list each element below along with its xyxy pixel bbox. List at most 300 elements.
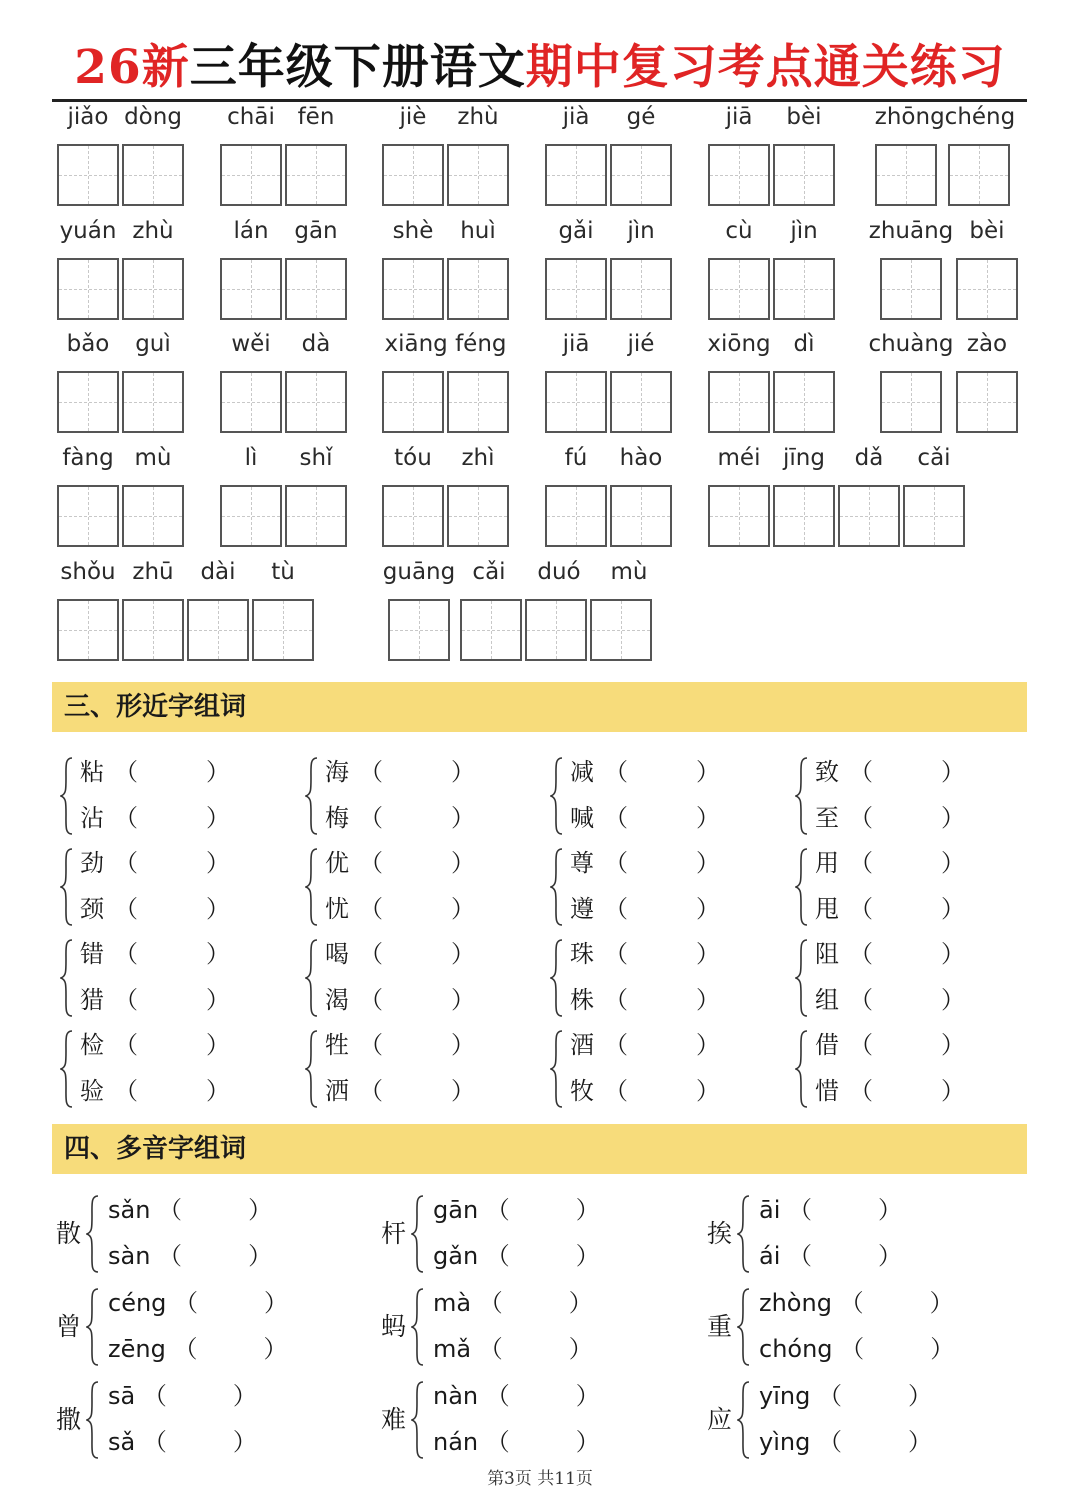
brace: [305, 938, 319, 1018]
word-line: [325, 980, 475, 1020]
brace: [411, 1380, 425, 1460]
close-paren: ）: [451, 1077, 475, 1105]
close-paren: ）: [248, 1242, 273, 1270]
reading-line: [433, 1190, 600, 1230]
polyphone-character: 应: [707, 1405, 733, 1434]
pinyin-label: gǎi: [558, 218, 594, 244]
brace: [550, 847, 564, 927]
brace: [305, 1029, 319, 1109]
tianzige-writing-box[interactable]: [382, 258, 444, 320]
close-paren: ）: [206, 940, 230, 968]
word-line: [325, 934, 475, 974]
character: 尊: [570, 849, 594, 877]
tianzige-writing-box[interactable]: [948, 144, 1010, 206]
pinyin-label: yuán: [59, 218, 117, 244]
reading-line: [433, 1376, 600, 1416]
pinyin-label: duó: [537, 559, 581, 585]
pinyin-label: jìn: [627, 218, 655, 244]
open-paren: （: [810, 1428, 842, 1456]
tianzige-writing-box[interactable]: [447, 258, 509, 320]
tianzige-writing-box[interactable]: [773, 485, 835, 547]
pinyin-label: jiā: [725, 104, 753, 130]
open-paren: （: [849, 940, 873, 968]
word-line: [570, 843, 720, 883]
tianzige-writing-box[interactable]: [545, 371, 607, 433]
pinyin-label: jià: [562, 104, 590, 130]
tianzige-writing-box[interactable]: [838, 485, 900, 547]
character: 梅: [325, 804, 349, 832]
character: 借: [815, 1031, 839, 1059]
pinyin-reading: gān: [433, 1196, 479, 1224]
close-paren: ）: [941, 1077, 965, 1105]
pinyin-label: zhuāng: [868, 218, 954, 244]
tianzige-writing-box[interactable]: [57, 258, 119, 320]
close-paren: ）: [264, 1289, 289, 1317]
brace: [86, 1194, 100, 1274]
pinyin-label: shè: [392, 218, 434, 244]
reading-line: [108, 1190, 272, 1230]
tianzige-writing-box[interactable]: [610, 485, 672, 547]
pinyin-label: wěi: [231, 331, 271, 357]
close-paren: ）: [232, 1428, 257, 1456]
pinyin-reading: yìng: [759, 1428, 811, 1456]
character: 至: [815, 804, 839, 832]
pinyin-label: dòng: [124, 104, 182, 130]
brace: [60, 756, 74, 836]
pinyin-reading: sǎn: [108, 1196, 151, 1224]
tianzige-writing-box[interactable]: [220, 258, 282, 320]
close-paren: ）: [575, 1382, 600, 1410]
pinyin-label: jīng: [783, 445, 825, 471]
open-paren: （: [114, 1031, 138, 1059]
tianzige-writing-box[interactable]: [708, 258, 770, 320]
pinyin-reading: mǎ: [433, 1335, 472, 1363]
pinyin-label: jìn: [790, 218, 818, 244]
section-4-title: 四、多音字组词: [64, 1134, 247, 1164]
close-paren: ）: [696, 1077, 720, 1105]
polyphone-character: 撒: [56, 1405, 82, 1434]
open-paren: （: [604, 1031, 628, 1059]
word-line: [815, 934, 965, 974]
tianzige-writing-box[interactable]: [956, 371, 1018, 433]
reading-line: [433, 1329, 593, 1369]
close-paren: ）: [451, 895, 475, 923]
pinyin-label: jiǎo: [67, 104, 109, 130]
tianzige-writing-box[interactable]: [903, 485, 965, 547]
close-paren: ）: [907, 1428, 932, 1456]
tianzige-writing-box[interactable]: [880, 258, 942, 320]
pinyin-reading: yīng: [759, 1382, 811, 1410]
open-paren: （: [849, 804, 873, 832]
reading-line: [759, 1283, 954, 1323]
pinyin-label: dà: [301, 331, 331, 357]
tianzige-writing-box[interactable]: [57, 485, 119, 547]
open-paren: （: [359, 1077, 383, 1105]
pinyin-label: jiā: [562, 331, 590, 357]
pinyin-label: zhōngchéng: [874, 104, 1016, 130]
pinyin-label: fēn: [297, 104, 335, 130]
open-paren: （: [359, 1031, 383, 1059]
open-paren: （: [810, 1382, 842, 1410]
reading-line: [433, 1422, 600, 1462]
word-line: [570, 980, 720, 1020]
pinyin-reading: āi: [759, 1196, 781, 1224]
title-part-1: 26新: [74, 40, 190, 95]
tianzige-writing-box[interactable]: [382, 144, 444, 206]
open-paren: （: [849, 1031, 873, 1059]
character: 阻: [815, 940, 839, 968]
tianzige-writing-box[interactable]: [122, 144, 184, 206]
close-paren: ）: [575, 1428, 600, 1456]
word-line: [80, 1025, 230, 1065]
brace: [305, 756, 319, 836]
polyphone-character: 蚂: [381, 1312, 407, 1341]
tianzige-writing-box[interactable]: [956, 258, 1018, 320]
word-line: [325, 889, 475, 929]
brace: [795, 847, 809, 927]
tianzige-writing-box[interactable]: [220, 485, 282, 547]
reading-line: [108, 1283, 288, 1323]
polyphone-character: 重: [707, 1312, 733, 1341]
pinyin-label: guāng: [382, 559, 456, 585]
close-paren: ）: [451, 804, 475, 832]
tianzige-writing-box[interactable]: [545, 144, 607, 206]
tianzige-writing-box[interactable]: [57, 599, 119, 661]
pinyin-label: bèi: [786, 104, 822, 130]
word-line: [815, 752, 965, 792]
pinyin-label: tóu: [394, 445, 432, 471]
open-paren: （: [780, 1196, 813, 1224]
open-paren: （: [849, 1077, 873, 1105]
section-4-header: [52, 1124, 1027, 1174]
open-paren: （: [114, 758, 138, 786]
brace: [411, 1287, 425, 1367]
pinyin-label: dài: [200, 559, 236, 585]
title-part-2: 三年级下册语文: [189, 40, 526, 95]
open-paren: （: [780, 1242, 813, 1270]
open-paren: （: [471, 1289, 503, 1317]
character: 酒: [570, 1031, 594, 1059]
open-paren: （: [359, 804, 383, 832]
tianzige-writing-box[interactable]: [708, 144, 770, 206]
tianzige-writing-box[interactable]: [708, 371, 770, 433]
pinyin-reading: sā: [108, 1382, 136, 1410]
character: 忧: [325, 895, 349, 923]
tianzige-writing-box[interactable]: [875, 144, 937, 206]
open-paren: （: [849, 849, 873, 877]
open-paren: （: [114, 849, 138, 877]
word-line: [325, 1071, 475, 1111]
open-paren: （: [478, 1428, 510, 1456]
reading-line: [759, 1329, 954, 1369]
pinyin-label: gé: [626, 104, 656, 130]
close-paren: ）: [907, 1382, 932, 1410]
close-paren: ）: [696, 986, 720, 1014]
open-paren: （: [478, 1242, 510, 1270]
word-line: [815, 889, 965, 929]
word-line: [570, 1025, 720, 1065]
tianzige-writing-box[interactable]: [285, 144, 347, 206]
open-paren: （: [359, 940, 383, 968]
brace: [550, 1029, 564, 1109]
open-paren: （: [604, 849, 628, 877]
open-paren: （: [359, 986, 383, 1014]
close-paren: ）: [232, 1382, 257, 1410]
pinyin-reading: zēng: [108, 1335, 166, 1363]
character: 粘: [80, 758, 104, 786]
pinyin-label: méi: [717, 445, 761, 471]
pinyin-label: jié: [627, 331, 655, 357]
word-line: [815, 1071, 965, 1111]
character: 甩: [815, 895, 839, 923]
character: 遵: [570, 895, 594, 923]
close-paren: ）: [206, 849, 230, 877]
word-line: [80, 752, 230, 792]
close-paren: ）: [941, 758, 965, 786]
open-paren: （: [604, 804, 628, 832]
word-line: [815, 980, 965, 1020]
brace: [60, 847, 74, 927]
close-paren: ）: [696, 849, 720, 877]
tianzige-writing-box[interactable]: [252, 599, 314, 661]
title-part-3: 期中复习考点通关练习: [525, 40, 1006, 95]
open-paren: （: [165, 1335, 198, 1363]
word-line: [815, 843, 965, 883]
polyphone-character: 曾: [56, 1312, 82, 1341]
tianzige-writing-box[interactable]: [285, 371, 347, 433]
pinyin-label: cù: [725, 218, 753, 244]
character: 劲: [80, 849, 104, 877]
close-paren: ）: [206, 804, 230, 832]
open-paren: （: [135, 1428, 167, 1456]
reading-line: [433, 1236, 600, 1276]
tianzige-writing-box[interactable]: [57, 144, 119, 206]
pinyin-label: shǐ: [299, 445, 333, 471]
close-paren: ）: [568, 1289, 593, 1317]
pinyin-label: dì: [793, 331, 815, 357]
brace: [550, 756, 564, 836]
pinyin-label: cǎi: [917, 445, 951, 471]
reading-line: [759, 1376, 932, 1416]
tianzige-writing-box[interactable]: [388, 599, 450, 661]
tianzige-writing-box[interactable]: [525, 599, 587, 661]
close-paren: ）: [696, 1031, 720, 1059]
close-paren: ）: [575, 1242, 600, 1270]
word-line: [325, 843, 475, 883]
open-paren: （: [832, 1335, 865, 1363]
brace: [795, 756, 809, 836]
tianzige-writing-box[interactable]: [773, 258, 835, 320]
tianzige-writing-box[interactable]: [220, 371, 282, 433]
tianzige-writing-box[interactable]: [460, 599, 522, 661]
tianzige-writing-box[interactable]: [447, 485, 509, 547]
open-paren: （: [471, 1335, 503, 1363]
character: 惜: [815, 1077, 839, 1105]
brace: [411, 1194, 425, 1274]
polyphone-character: 挨: [707, 1219, 733, 1248]
character: 牲: [325, 1031, 349, 1059]
reading-line: [433, 1283, 593, 1323]
brace: [86, 1380, 100, 1460]
close-paren: ）: [568, 1335, 593, 1363]
close-paren: ）: [878, 1196, 903, 1224]
tianzige-writing-box[interactable]: [590, 599, 652, 661]
pinyin-reading: nàn: [433, 1382, 479, 1410]
tianzige-writing-box[interactable]: [545, 258, 607, 320]
pinyin-label: zhì: [461, 445, 495, 471]
open-paren: （: [831, 1289, 864, 1317]
tianzige-writing-box[interactable]: [187, 599, 249, 661]
tianzige-writing-box[interactable]: [382, 371, 444, 433]
word-line: [570, 798, 720, 838]
word-line: [80, 934, 230, 974]
close-paren: ）: [941, 940, 965, 968]
open-paren: （: [604, 758, 628, 786]
word-line: [80, 798, 230, 838]
character: 错: [80, 940, 104, 968]
tianzige-writing-box[interactable]: [122, 258, 184, 320]
close-paren: ）: [941, 1031, 965, 1059]
page-title: [0, 38, 1080, 98]
tianzige-writing-box[interactable]: [285, 485, 347, 547]
character: 组: [815, 986, 839, 1014]
pinyin-label: lán: [233, 218, 269, 244]
character: 减: [570, 758, 594, 786]
open-paren: （: [114, 986, 138, 1014]
word-line: [815, 1025, 965, 1065]
word-line: [325, 752, 475, 792]
character: 验: [80, 1077, 104, 1105]
tianzige-writing-box[interactable]: [773, 371, 835, 433]
brace: [550, 938, 564, 1018]
pinyin-reading: nán: [433, 1428, 479, 1456]
open-paren: （: [604, 895, 628, 923]
brace: [60, 938, 74, 1018]
close-paren: ）: [941, 849, 965, 877]
tianzige-writing-box[interactable]: [57, 371, 119, 433]
close-paren: ）: [451, 1031, 475, 1059]
close-paren: ）: [878, 1242, 903, 1270]
tianzige-writing-box[interactable]: [773, 144, 835, 206]
word-line: [80, 1071, 230, 1111]
brace: [737, 1287, 751, 1367]
tianzige-writing-box[interactable]: [122, 371, 184, 433]
open-paren: （: [150, 1242, 183, 1270]
close-paren: ）: [451, 758, 475, 786]
word-line: [570, 1071, 720, 1111]
close-paren: ）: [206, 895, 230, 923]
open-paren: （: [359, 895, 383, 923]
character: 株: [570, 986, 594, 1014]
close-paren: ）: [696, 940, 720, 968]
page-footer: 第3页 共11页: [487, 1469, 593, 1489]
close-paren: ）: [263, 1335, 288, 1363]
tianzige-writing-box[interactable]: [285, 258, 347, 320]
pinyin-label: fàng: [62, 445, 114, 471]
pinyin-reading: chóng: [759, 1335, 833, 1363]
open-paren: （: [849, 895, 873, 923]
brace: [60, 1029, 74, 1109]
brace: [737, 1380, 751, 1460]
character: 渴: [325, 986, 349, 1014]
tianzige-writing-box[interactable]: [880, 371, 942, 433]
open-paren: （: [359, 758, 383, 786]
pinyin-label: mù: [134, 445, 172, 471]
tianzige-writing-box[interactable]: [708, 485, 770, 547]
tianzige-writing-box[interactable]: [610, 258, 672, 320]
close-paren: ）: [929, 1289, 954, 1317]
pinyin-label: gān: [294, 218, 338, 244]
reading-line: [759, 1190, 902, 1230]
close-paren: ）: [930, 1335, 955, 1363]
open-paren: （: [849, 758, 873, 786]
tianzige-writing-box[interactable]: [545, 485, 607, 547]
tianzige-writing-box[interactable]: [382, 485, 444, 547]
character: 沾: [80, 804, 104, 832]
character: 海: [325, 758, 349, 786]
close-paren: ）: [248, 1196, 273, 1224]
close-paren: ）: [206, 1077, 230, 1105]
pinyin-label: xiōng: [707, 331, 771, 357]
pinyin-label: chāi: [227, 104, 275, 130]
pinyin-reading: sàn: [108, 1242, 151, 1270]
character: 猎: [80, 986, 104, 1014]
pinyin-label: lì: [244, 445, 258, 471]
close-paren: ）: [206, 986, 230, 1014]
tianzige-writing-box[interactable]: [122, 599, 184, 661]
word-line: [570, 889, 720, 929]
character: 检: [80, 1031, 104, 1059]
pinyin-label: zào: [966, 331, 1008, 357]
word-line: [570, 934, 720, 974]
section-3-header: [52, 682, 1027, 732]
section-3-title: 三、形近字组词: [64, 692, 247, 722]
brace: [86, 1287, 100, 1367]
open-paren: （: [849, 986, 873, 1014]
polyphone-character: 杆: [381, 1219, 407, 1248]
reading-line: [759, 1236, 902, 1276]
close-paren: ）: [451, 940, 475, 968]
pinyin-label: jiè: [399, 104, 427, 130]
pinyin-label: zhū: [132, 559, 174, 585]
open-paren: （: [166, 1289, 199, 1317]
reading-line: [759, 1422, 932, 1462]
open-paren: （: [114, 940, 138, 968]
word-line: [80, 980, 230, 1020]
tianzige-writing-box[interactable]: [220, 144, 282, 206]
tianzige-writing-box[interactable]: [447, 144, 509, 206]
reading-line: [108, 1376, 257, 1416]
tianzige-writing-box[interactable]: [610, 144, 672, 206]
pinyin-label: fú: [564, 445, 588, 471]
word-line: [325, 1025, 475, 1065]
character: 颈: [80, 895, 104, 923]
tianzige-writing-box[interactable]: [610, 371, 672, 433]
character: 用: [815, 849, 839, 877]
pinyin-label: shǒu: [60, 559, 116, 585]
open-paren: （: [150, 1196, 183, 1224]
open-paren: （: [114, 1077, 138, 1105]
brace: [305, 847, 319, 927]
tianzige-writing-box[interactable]: [122, 485, 184, 547]
pinyin-label: huì: [460, 218, 496, 244]
character: 优: [325, 849, 349, 877]
tianzige-writing-box[interactable]: [447, 371, 509, 433]
open-paren: （: [359, 849, 383, 877]
pinyin-reading: mà: [433, 1289, 472, 1317]
pinyin-label: mù: [610, 559, 648, 585]
polyphone-character: 难: [381, 1405, 407, 1434]
